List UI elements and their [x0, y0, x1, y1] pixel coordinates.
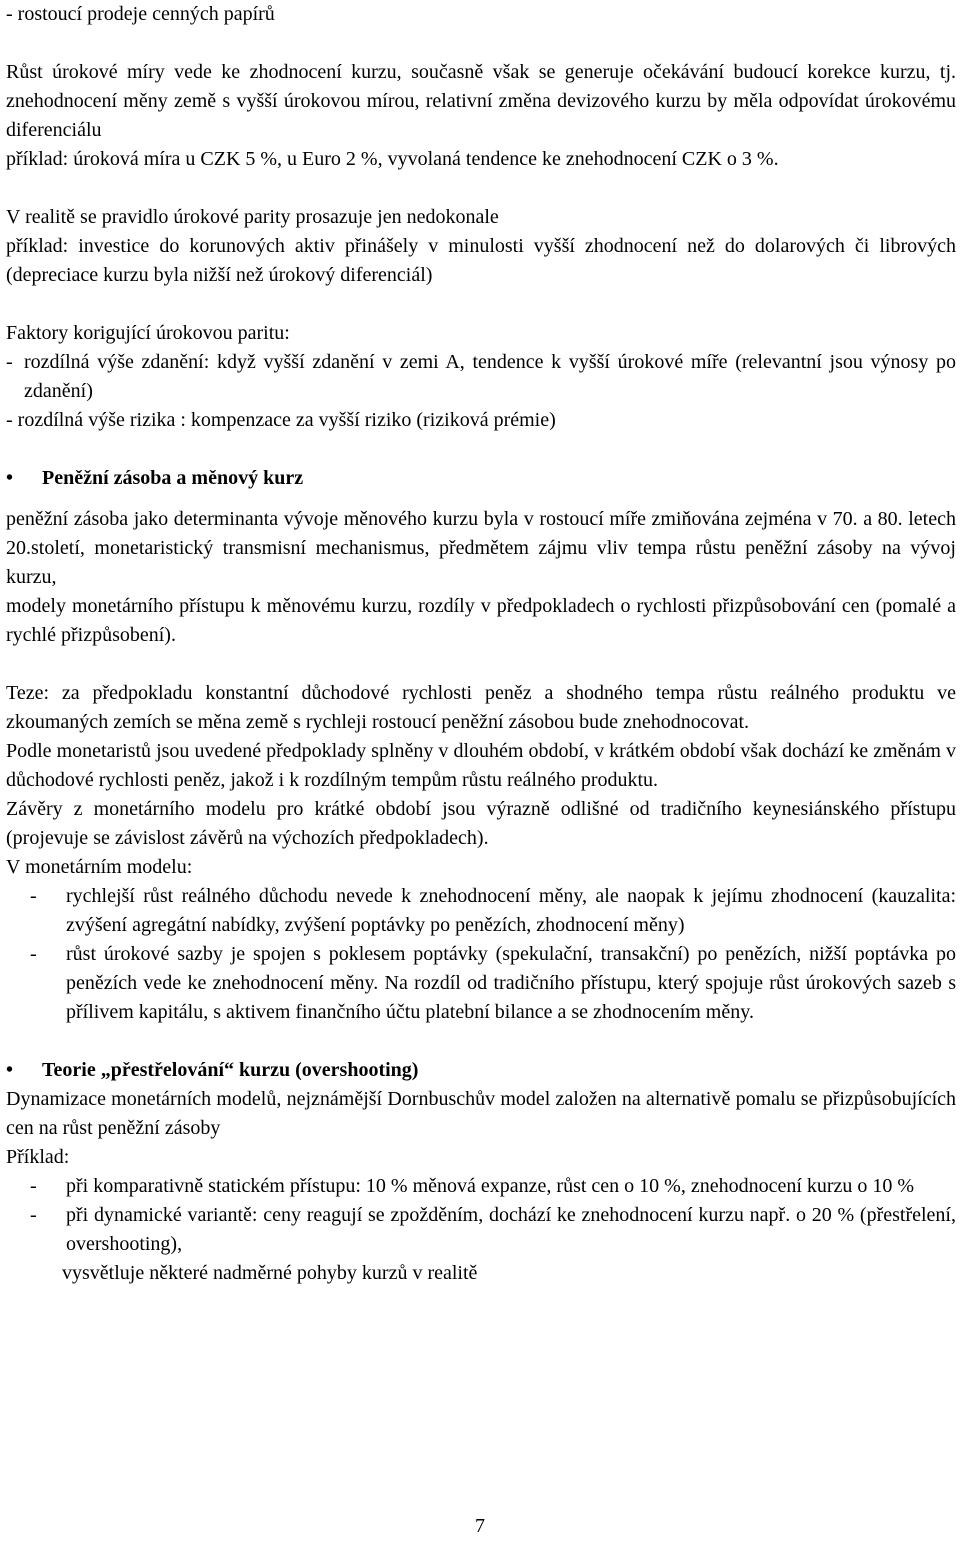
paragraph-urokova-mira: Růst úrokové míry vede ke zhodnocení kurzu, současně však se generuje očekávání budoucí korekce kurzu, tj. znehodnocení měny země s vyšší úrokovou mírou, relativní změna devizového kurzu by měla odpovídat úrokovému diferenciálu: [6, 61, 956, 141]
paragraph-vysvetluje: vysvětluje některé nadměrné pohyby kurzů v realitě: [62, 1262, 478, 1284]
dash-marker: -: [30, 943, 37, 965]
paragraph-monetarni-model: V monetárním modelu:: [6, 856, 193, 878]
paragraph-priklad-czk: příklad: úroková míra u CZK 5 %, u Euro 2 %, vyvolaná tendence ke znehodnocení CZK o 3 %.: [6, 148, 779, 170]
document-page: [6, 0, 956, 1288]
list-item-rust-sazby: [6, 940, 956, 1027]
section-heading-overshooting: • Teorie „přestřelování“ kurzu (overshooting): [6, 1056, 956, 1085]
paragraph-dynamizace: Dynamizace monetárních modelů, nejznámější Dornbuschův model založen na alternativě pomalu se přizpůsobujících cen na růst peněžní zásoby: [6, 1088, 956, 1139]
paragraph-teze: Teze: za předpokladu konstantní důchodové rychlosti peněz a shodného tempa růstu reálného produktu ve zkoumaných zemích se měna země s rychleji rostoucí peněžní zásobou bude znehodnocovat.: [6, 682, 956, 733]
list-item-staticky: [6, 1172, 956, 1201]
paragraph-monetariste: Podle monetaristů jsou uvedené předpoklady splněny v dlouhém období, v krátkém období však dochází ke změnám v důchodové rychlosti peněz, jakož i k rozdílným tempům růstu reálného produktu.: [6, 740, 956, 791]
list-item-rychlejsi-rust: [6, 882, 956, 940]
paragraph-faktory: Faktory korigující úrokovou paritu:: [6, 322, 290, 344]
page-number: 7: [475, 1515, 485, 1537]
factor-item-zdaneni: [6, 348, 956, 406]
paragraph-realita: V realitě se pravidlo úrokové parity prosazuje jen nedokonale: [6, 206, 499, 228]
paragraph-penezni-zasoba: peněžní zásoba jako determinanta vývoje měnového kurzu byla v rostoucí míře zmiňována zejména v 70. a 80. letech 20.století, monetaristický transmisní mechanismus, předmětem zájmu vliv tempa růstu peněžní zásoby na vývoj kurzu,: [6, 508, 956, 588]
paragraph-modely: modely monetárního přístupu k měnovému kurzu, rozdíly v předpokladech o rychlosti přizpůsobování cen (pomalé a rychlé přizpůsobení).: [6, 595, 956, 646]
list-item-text: rychlejší růst reálného důchodu nevede k znehodnocení měny, ale naopak k jejímu zhodnocení (kauzalita: zvýšení agregátní nabídky, zvýšení poptávky po penězích, zhodnocení měny): [66, 885, 956, 936]
factor-text: rozdílná výše zdanění: když vyšší zdanění v zemi A, tendence k vyšší úrokové míře (relevantní jsou výnosy po zdanění): [24, 351, 956, 402]
list-item-text: růst úrokové sazby je spojen s poklesem poptávky (spekulační, transakční) po penězích, nižší poptávka po penězích vede ke znehodnocení měny. Na rozdíl od tradičního přístupu, který spojuje růst úrokových sazeb s přílivem kapitálu, s aktivem finančního účtu platební bilance a se zhodnocením měny.: [66, 943, 956, 1023]
paragraph-priklad-investice: příklad: investice do korunových aktiv přinášely v minulosti vyšší zhodnocení než do dolarových či librových (depreciace kurzu byla nižší než úrokový diferenciál): [6, 235, 956, 286]
list-item-text: při komparativně statickém přístupu: 10 % měnová expanze, růst cen o 10 %, znehodnocení kurzu o 10 %: [66, 1175, 915, 1197]
dash-marker: -: [30, 1204, 37, 1226]
factor-item-riziko: - rozdílná výše rizika : kompenzace za vyšší riziko (riziková prémie): [6, 409, 556, 431]
list-item-text: při dynamické variantě: ceny reagují se zpožděním, dochází ke znehodnocení kurzu např. o 20 % (přestřelení, overshooting),: [66, 1204, 956, 1255]
section-heading-penezni-zasoba: • Peněžní zásoba a měnový kurz: [6, 464, 956, 493]
paragraph-rostouci-prodeje: - rostoucí prodeje cenných papírů: [6, 3, 275, 25]
dash-marker: -: [6, 351, 13, 373]
paragraph-zavery: Závěry z monetárního modelu pro krátké období jsou výrazně odlišné od tradičního keynesiánského přístupu (projevuje se závislost závěrů na výchozích předpokladech).: [6, 798, 956, 849]
dash-marker: -: [30, 1175, 37, 1197]
dash-marker: -: [30, 885, 37, 907]
paragraph-priklad-label: Příklad:: [6, 1146, 70, 1168]
list-item-dynamicky: [6, 1201, 956, 1259]
